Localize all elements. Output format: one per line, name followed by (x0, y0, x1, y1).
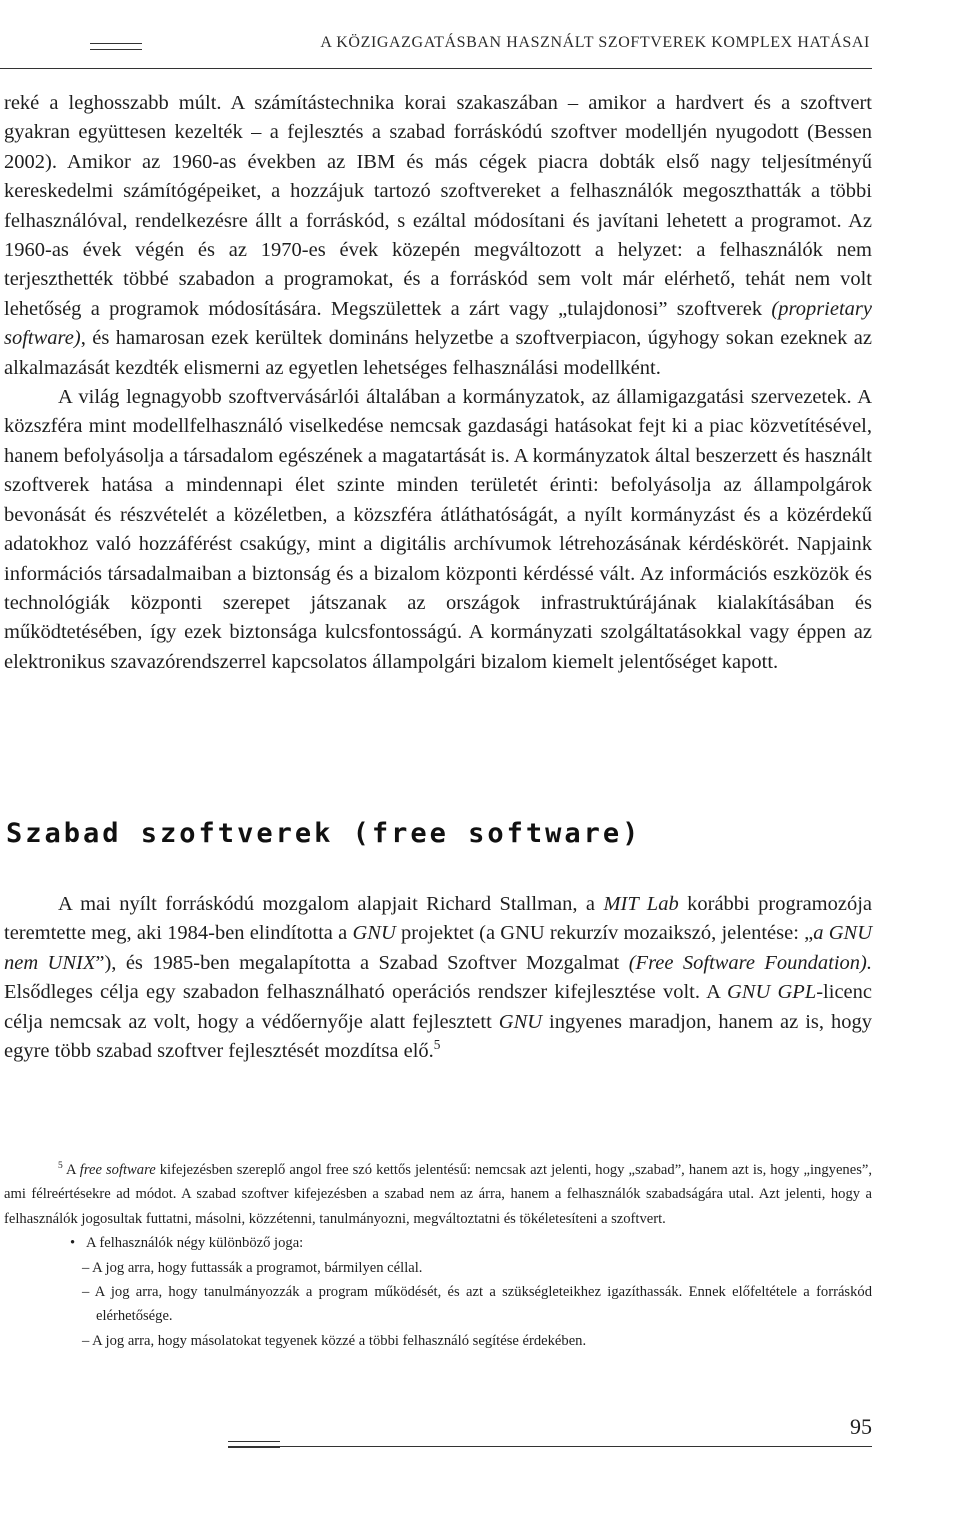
italic-term: (Free Software Foundation). (628, 951, 873, 974)
text-run: ”), és 1985-ben megalapította a Szabad Szoftver Mozgalmat (95, 951, 629, 974)
text-run: -licenc célja nemcsak az volt, hogy a védőernyője alatt fejlesztett (4, 981, 872, 1033)
text-run: A (66, 1162, 80, 1178)
section-body (4, 890, 872, 1066)
footnote-list-item: – A jog arra, hogy tanulmányozzák a program működését, és azt a szükségleteikhez igazíthassák. Ennek előfeltétele a forráskód elérhetősége. (82, 1284, 872, 1325)
header-rule (0, 68, 872, 69)
italic-term: (proprietary software) (4, 297, 872, 350)
text-run: A mai nyílt forráskódú mozgalom alapjait Richard Stallman, a (58, 893, 604, 915)
page-number: 95 (850, 1414, 872, 1439)
text-run: ingyenes maradjon, hanem az is, hogy egyre több szabad szoftver fejlesztését mozdítsa elő. (4, 1010, 872, 1063)
paragraph (4, 89, 872, 383)
footnote-text (4, 1158, 872, 1231)
paragraph (4, 890, 872, 1066)
footnotes (4, 1158, 872, 1353)
text-run: reké a leghosszabb múlt. A számítástechnika korai szakaszában – amikor a hardvert és a szoftvert gyakran együttesen kezelték – a fejlesztés a szabad forráskódú szoftver modelljén nyugodott (Bessen 2002). Amikor az 1960-as években az IBM és más cégek piacra dobták első nagy teljesítményű kereskedelmi számítógépeiket, a hozzájuk tartozó szoftvereket a felhasználók megoszthatták a többi felhasználóval, rendelkezésre állt a forráskód, s ezáltal módosítani és javítani lehetett a programot. Az 1960-as évek végén és az 1970-es évek közepén megváltozott a helyzet: a felhasználók nem terjeszthették többé szabadon a programokat, és a forráskód sem volt már elérhető, tehát nem volt lehetőség a programok módosítására. Megszülettek a zárt vagy „tulajdonosi” szoftverek (4, 92, 872, 320)
text-run: projektet (a GNU rekurzív mozaikszó, jelentése: „ (395, 922, 814, 945)
italic-term: GNU (498, 1010, 543, 1033)
italic-term: GNU (352, 922, 396, 945)
footnote-list (4, 1231, 872, 1353)
italic-term: GNU GPL (726, 981, 817, 1004)
text-run: kifejezésben szereplő angol free szó kettős jelentésű: nemcsak azt jelenti, hogy „szabad”, hanem azt is, hogy „ingyenes”, ami félreértésekre ad módot. A szabad szoftver kifejezésben a szabad nem az árra, hanem a felhasználók szabadságára utal. Azt jelenti, hogy a felhasználók jogosultak futtatni, másolni, közzétenni, tanulmányozni, megváltoztatni és tökéletesíteni a szoftvert. (4, 1162, 873, 1227)
text-run: Elsődleges célja egy szabadon felhasználható operációs rendszer kifejlesztése volt. A (4, 981, 727, 1004)
italic-term: a GNU nem UNIX (4, 922, 873, 974)
footnote-bullet: • A felhasználók négy különböző joga: (4, 1231, 872, 1255)
text-run: korábbi programozója teremtette meg, aki 1984-ben elindította a (4, 893, 873, 945)
italic-term: MIT Lab (603, 893, 679, 915)
italic-term: free software (79, 1162, 156, 1178)
header-rule-mark (90, 43, 142, 50)
footer-rule (228, 1446, 872, 1447)
body-text (4, 89, 872, 677)
paragraph: A világ legnagyobb szoftvervásárlói általában a kormányzatok, az államigazgatási szervezetek. A közszféra mint modellfelhasználó viselkedése nemcsak gazdasági hatásokat fejt ki a piac közvetítésével, hanem befolyásolja a társadalom egészének a magatartását is. A kormányzatok által beszerzett és használt szoftverek hatása a mindennapi élet szinte minden területét érinti: befolyásolja az állampolgárok bevonását és részvételét a közéletben, a közszféra átláthatóságát, a nyílt kormányzást és a közérdekű adatokhoz való hozzáférést csakúgy, mint a digitális archívumok létrehozásának kérdéskörét. Napjaink információs társadalmaiban a biztonság és a bizalom központi kérdéssé vált. Az információs eszközök és technológiák központi szerepet játszanak az országok infrastruktúrájának kialakításában és működtetésében, így ezek biztonsága kulcsfontosságú. A kormányzati szolgáltatásokkal vagy éppen az elektronikus szavazórendszerrel kapcsolatos állampolgári bizalom kiemelt jelentőséget kapott. (4, 386, 872, 673)
section-heading: Szabad szoftverek (free software) (6, 818, 642, 849)
footnote-list-item: – A jog arra, hogy futtassák a programot, bármilyen céllal. (82, 1259, 423, 1276)
running-header: A KÖZIGAZGATÁSBAN HASZNÁLT SZOFTVEREK KOMPLEX HATÁSAI (320, 34, 870, 51)
footnote-list-item: – A jog arra, hogy másolatokat tegyenek közzé a többi felhasználó segítése érdekében. (82, 1332, 587, 1349)
footnote-number: 5 (58, 1161, 63, 1172)
footnote-reference[interactable]: 5 (433, 1037, 441, 1053)
text-run: , és hamarosan ezek kerültek domináns helyzetbe a szoftverpiacon, úgyhogy sokan ezeknek az alkalmazását kezdték elismerni az egyetlen lehetséges felhasználási modellként. (4, 327, 872, 379)
